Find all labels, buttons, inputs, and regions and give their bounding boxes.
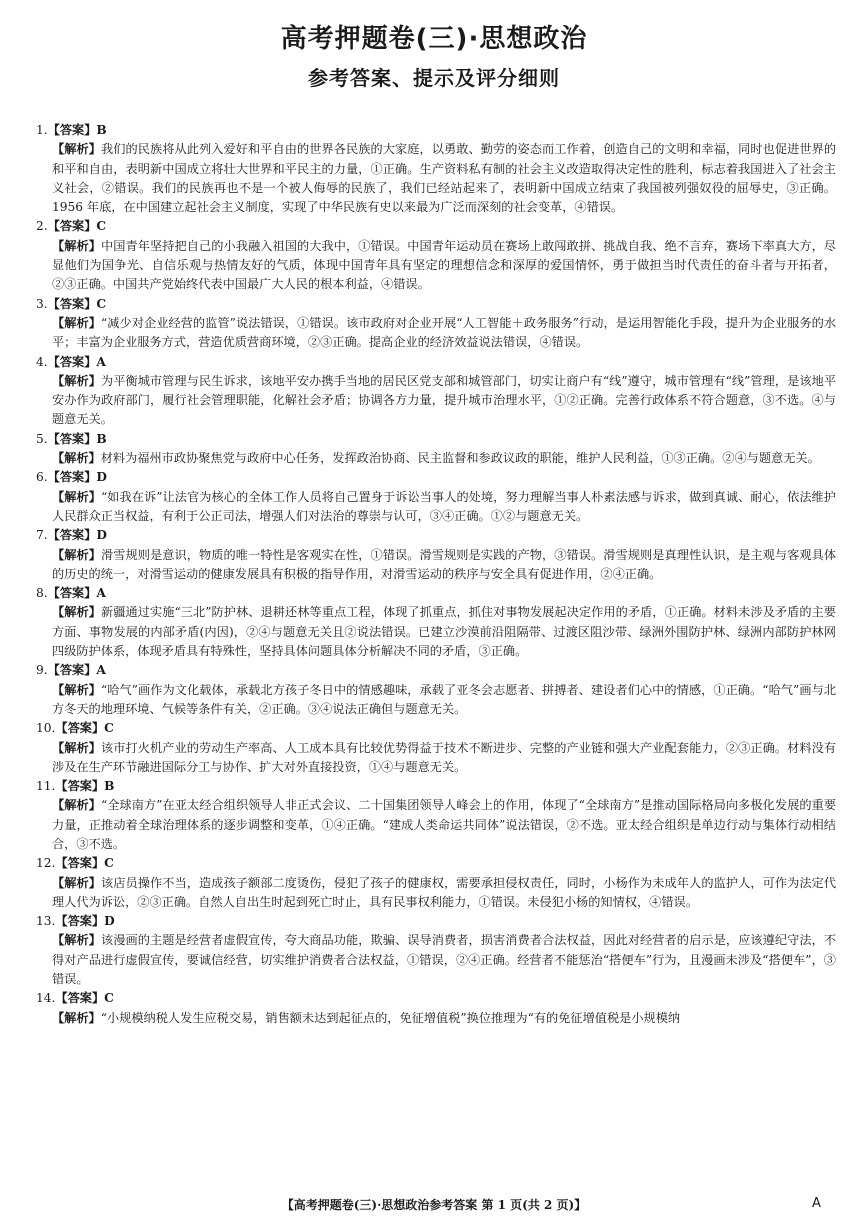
answer-choice: D bbox=[96, 470, 107, 485]
answer-line bbox=[36, 121, 836, 140]
answer-label: 【答案】 bbox=[55, 856, 105, 871]
answer-label: 【答案】 bbox=[55, 991, 105, 1006]
explanation-text bbox=[36, 603, 836, 661]
page-subtitle: 参考答案、提示及评分细则 bbox=[308, 66, 560, 90]
answer-item bbox=[36, 719, 836, 777]
explanation-body: “小规模纳税人发生应税交易，销售额未达到起征点的，免征增值税”换位推理为“有的免征增值税是小规模纳 bbox=[100, 1010, 681, 1025]
question-number: 9. bbox=[36, 663, 48, 678]
question-number: 14. bbox=[36, 991, 56, 1006]
answer-label: 【答案】 bbox=[47, 586, 97, 601]
answer-choice: B bbox=[96, 431, 107, 446]
explanation-body: 为平衡城市管理与民生诉求，该地平安办携手当地的居民区党支部和城管部门，切实让商户有“线”遵守，城市管理有“线”管理，是该地平安办作为政府部门，履行社会管理职能，化解社会矛盾；协调各方力量，提升城市治理水平，①②正确。完善行政体系不符合题意，③不选。④与题意无关。 bbox=[52, 373, 837, 427]
answer-choice: C bbox=[96, 296, 107, 311]
answer-item bbox=[36, 584, 836, 661]
answer-line bbox=[36, 912, 836, 931]
page-title: 高考押题卷(三)·思想政治 bbox=[280, 24, 588, 54]
explanation-text bbox=[36, 546, 836, 585]
answer-label: 【答案】 bbox=[47, 470, 97, 485]
explanation-body: “如我在诉”让法官为核心的全体工作人员将自己置身于诉讼当事人的处境，努力理解当事人朴素法感与诉求，做到真诚、耐心，依法维护人民群众正当权益，有利于公正司法，增强人们对法治的尊崇与认可，③④正确。①②与题意无关。 bbox=[52, 489, 836, 523]
question-number: 10. bbox=[36, 721, 56, 736]
answer-choice: C bbox=[96, 219, 107, 234]
question-number: 4. bbox=[36, 354, 48, 369]
explanation-label: 【解析】 bbox=[52, 451, 101, 466]
answer-choice: D bbox=[104, 914, 115, 929]
explanation-label: 【解析】 bbox=[52, 605, 101, 620]
explanation-body: “全球南方”在亚太经合组织领导人非正式会议、二十国集团领导人峰会上的作用，体现了“全球南方”是推动国际格局向多极化发展的重要力量，正推动着全球治理体系的逐步调整和变革，①④正确。“建成人类命运共同体”说法错误，②不选。亚太经合组织是单边行动与集体行动相结合，③不选。 bbox=[52, 798, 837, 851]
answer-choice: B bbox=[96, 123, 107, 137]
answer-item bbox=[36, 468, 836, 526]
answer-line bbox=[36, 430, 836, 449]
question-number: 3. bbox=[36, 296, 48, 311]
answer-line bbox=[36, 584, 836, 603]
answer-choice: C bbox=[104, 991, 114, 1006]
answer-label: 【答案】 bbox=[47, 528, 97, 543]
answer-list bbox=[36, 121, 836, 1028]
answer-item bbox=[36, 353, 836, 430]
explanation-label: 【解析】 bbox=[52, 238, 102, 253]
answer-item bbox=[36, 430, 836, 469]
explanation-label: 【解析】 bbox=[52, 142, 102, 157]
explanation-label: 【解析】 bbox=[52, 547, 102, 562]
question-number: 8. bbox=[36, 586, 48, 601]
answer-line bbox=[36, 353, 836, 372]
answer-choice: C bbox=[104, 856, 114, 871]
page-footer: 【高考押题卷(三)·思想政治参考答案 第 1 页(共 2 页)】 bbox=[281, 1198, 587, 1212]
explanation-text bbox=[36, 372, 836, 430]
explanation-body: 滑雪规则是意识，物质的唯一特性是客观实在性，①错误。滑雪规则是实践的产物，③错误。滑雪规则是真理性认识，是主观与客观具体的历史的统一，对滑雪运动的健康发展具有积极的指导作用，对滑雪运动的秩序与安全具有促进作用，②④正确。 bbox=[52, 547, 837, 581]
answer-label: 【答案】 bbox=[47, 219, 97, 234]
answer-line bbox=[36, 989, 836, 1008]
question-number: 7. bbox=[36, 528, 48, 543]
answer-line bbox=[36, 526, 836, 545]
explanation-text bbox=[36, 314, 836, 353]
paper-version-mark: A bbox=[812, 1196, 821, 1211]
answer-label: 【答案】 bbox=[55, 914, 105, 929]
explanation-label: 【解析】 bbox=[52, 373, 101, 388]
question-number: 13. bbox=[36, 914, 56, 929]
answer-choice: C bbox=[104, 721, 114, 736]
explanation-body: “减少对企业经营的监管”说法错误，①错误。该市政府对企业开展“人工智能＋政务服务”行动，是运用智能化手段，提升为企业服务的水平；丰富为企业服务方式，营造优质营商环境，②③正确。提高企业的经济效益说法错误，④错误。 bbox=[52, 315, 837, 350]
answer-item bbox=[36, 989, 836, 1028]
explanation-body: 材料为福州市政协聚焦党与政府中心任务，发挥政治协商、民主监督和参政议政的职能，维护人民利益，①③正确。②④与题意无关。 bbox=[100, 451, 820, 466]
question-number: 11. bbox=[36, 779, 56, 794]
explanation-body: “哈气”画作为文化载体，承载北方孩子冬日中的情感趣味，承载了亚冬会志愿者、拼搏者、建设者们心中的情感，①正确。“哈气”画与北方冬天的地理环境、气候等条件有关，②正确。③④说法正确但与题意无关。 bbox=[52, 682, 837, 716]
answer-line bbox=[36, 468, 836, 487]
question-number: 12. bbox=[36, 856, 56, 871]
answer-item bbox=[36, 854, 836, 912]
question-number: 2. bbox=[36, 219, 48, 234]
answer-line bbox=[36, 719, 836, 738]
answer-line bbox=[36, 295, 836, 314]
explanation-label: 【解析】 bbox=[52, 933, 102, 948]
answer-label: 【答案】 bbox=[47, 354, 97, 369]
answer-item bbox=[36, 526, 836, 584]
answer-item bbox=[36, 295, 836, 353]
answer-choice: A bbox=[96, 586, 106, 601]
explanation-body: 该漫画的主题是经营者虚假宣传，夸大商品功能，欺骗、误导消费者，损害消费者合法权益，因此对经营者的启示是，应该遵纪守法，不得对产品进行虚假宣传，要诚信经营，切实维护消费者合法权益，①错误，②④正确。经营者不能惩治“搭便车”行为，且漫画未涉及“搭便车”，③错误。 bbox=[52, 933, 837, 987]
explanation-text bbox=[36, 1009, 836, 1028]
answer-label: 【答案】 bbox=[47, 663, 97, 678]
answer-item bbox=[36, 121, 836, 217]
answer-choice: A bbox=[96, 354, 106, 369]
explanation-label: 【解析】 bbox=[52, 740, 102, 755]
answer-item bbox=[36, 777, 836, 854]
explanation-body: 该市打火机产业的劳动生产率高、人工成本具有比较优势得益于技术不断进步、完整的产业链和强大产业配套能力，②③正确。材料没有涉及在生产环节融进国际分工与协作、扩大对外直接投资，①④与题意无关。 bbox=[52, 740, 837, 774]
question-number: 5. bbox=[36, 431, 48, 446]
answer-label: 【答案】 bbox=[47, 296, 97, 311]
explanation-text bbox=[36, 874, 836, 913]
explanation-label: 【解析】 bbox=[52, 875, 102, 890]
question-number: 1. bbox=[36, 123, 48, 137]
explanation-label: 【解析】 bbox=[52, 489, 101, 504]
explanation-text bbox=[36, 140, 836, 217]
answer-line bbox=[36, 661, 836, 680]
explanation-text bbox=[36, 739, 836, 778]
answer-choice: A bbox=[96, 663, 106, 678]
answer-choice: D bbox=[96, 528, 107, 543]
explanation-label: 【解析】 bbox=[52, 682, 101, 697]
answer-label: 【答案】 bbox=[47, 431, 97, 446]
answer-label: 【答案】 bbox=[55, 779, 105, 794]
explanation-text bbox=[36, 681, 836, 720]
explanation-label: 【解析】 bbox=[52, 798, 101, 813]
answer-label: 【答案】 bbox=[47, 123, 97, 137]
explanation-body: 中国青年坚持把自己的小我融入祖国的大我中，①错误。中国青年运动员在赛场上敢闯敢拼、挑战自我、绝不言弃，赛场下率真大方，尽显他们为国争光、自信乐观与热情友好的气质，体现中国青年具有坚定的理想信念和深厚的爱国情怀，勇于做担当时代责任的奋斗者与开拓者，②③正确。中国共产党始终代表中国最广大人民的根本利益，④错误。 bbox=[52, 238, 837, 292]
answer-line bbox=[36, 777, 836, 796]
answer-choice: B bbox=[104, 779, 115, 794]
explanation-body: 该店员操作不当，造成孩子额部二度烫伤，侵犯了孩子的健康权，需要承担侵权责任，同时，小杨作为未成年人的监护人，可作为法定代理人代为诉讼，②③正确。自然人自出生时起到死亡时止，具有民事权利能力，①错误。未侵犯小杨的知情权，④错误。 bbox=[52, 875, 837, 909]
explanation-body: 新疆通过实施“三北”防护林、退耕还林等重点工程，体现了抓重点，抓住对事物发展起决定作用的矛盾，①正确。材料未涉及矛盾的主要方面、事物发展的内部矛盾(内因)，②④与题意无关且②说法错误。已建立沙漠前沿阻隔带、过渡区阻沙带、绿洲外围防护林、绿洲内部防护林网四级防护体系，体现矛盾具有特殊性，坚持具体问题具体分析解决不同的矛盾，③正确。 bbox=[52, 605, 836, 659]
explanation-text bbox=[36, 931, 836, 989]
answer-line bbox=[36, 217, 836, 236]
explanation-label: 【解析】 bbox=[52, 1010, 101, 1025]
answer-item bbox=[36, 661, 836, 719]
answer-label: 【答案】 bbox=[55, 721, 105, 736]
answer-item bbox=[36, 912, 836, 989]
explanation-text bbox=[36, 488, 836, 527]
answer-item bbox=[36, 217, 836, 294]
explanation-text bbox=[36, 449, 836, 468]
answer-line bbox=[36, 854, 836, 873]
question-number: 6. bbox=[36, 470, 48, 485]
explanation-body: 我们的民族将从此列入爱好和平自由的世界各民族的大家庭，以勇敢、勤劳的姿态而工作着，创造自己的文明和幸福，同时也促进世界的和平和自由，表明新中国成立将壮大世界和平民主的力量，①正确。生产资料私有制的社会主义改造取得决定性的胜利，标志着我国进入了社会主义社会，②错误。我们的民族再也不是一个被人侮辱的民族了，我们已经站起来了，表明新中国成立结束了我国被列强奴役的屈辱史，③正确。1956 年底，在中国建立起社会主义制度，实现了中华民族有史以来最为广泛而深刻的社会变革，④错误。 bbox=[52, 142, 837, 215]
explanation-text bbox=[36, 237, 836, 295]
explanation-text bbox=[36, 796, 836, 854]
explanation-label: 【解析】 bbox=[52, 315, 101, 330]
